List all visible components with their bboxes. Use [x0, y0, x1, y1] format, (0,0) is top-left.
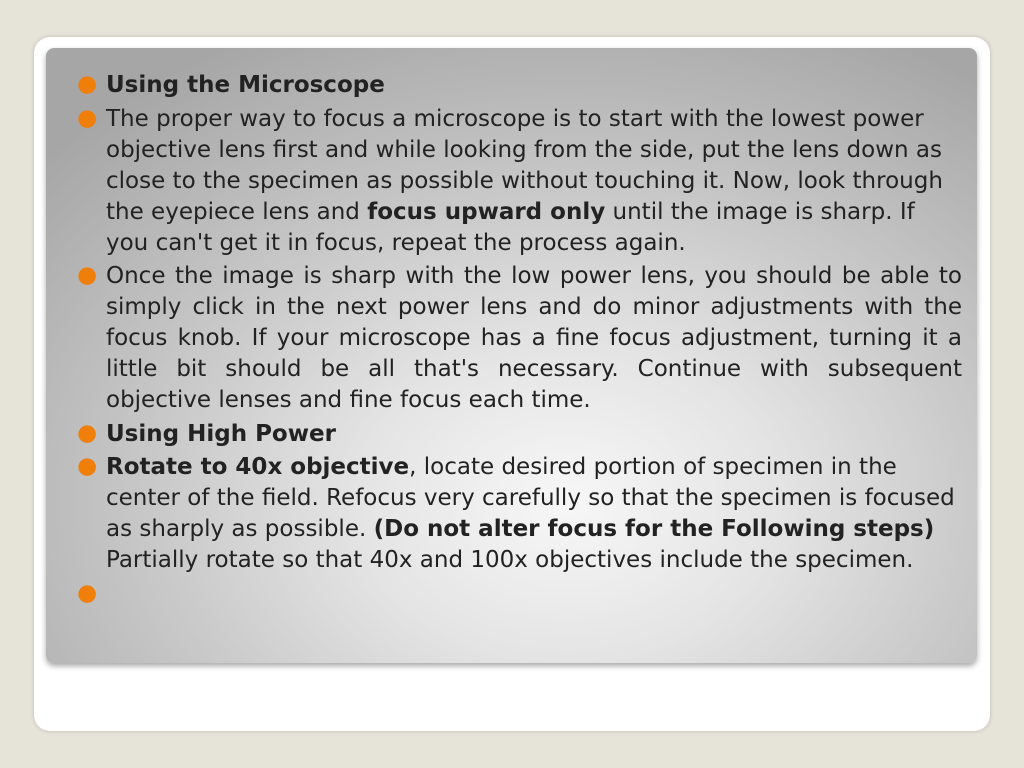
text-segment: , locate desired portion of specimen in the center of the field. Refocus very carefully so that the specimen is focused as sharply as possible. [106, 454, 955, 542]
bullet-dot-icon: ● [77, 71, 98, 97]
text-segment: Once the image is sharp with the low power lens, you should be able to simply click in the next power lens and do minor adjustments with the focus knob. If your microscope has a fine focus adjustment, turning it a little bit should be all that's necessary. Continue with subsequent objective lenses and fine focus each time. [106, 263, 962, 413]
bullet-item [77, 104, 962, 259]
bold-text-segment: Using High Power [106, 420, 336, 447]
bullet-text [106, 421, 336, 447]
bullet-item [77, 261, 962, 416]
bold-text-segment: (Do not alter focus for the Following steps) [373, 516, 935, 542]
content-panel [46, 48, 977, 663]
bullet-text [106, 581, 113, 607]
bold-text-segment: Rotate to 40x objective [106, 454, 410, 480]
bullet-item [77, 579, 962, 610]
bullet-item [77, 70, 962, 101]
bullet-dot-icon: ● [77, 104, 98, 131]
bullet-text [106, 72, 385, 98]
bold-text-segment: focus upward only [367, 198, 606, 225]
bullet-dot-icon: ● [77, 262, 98, 288]
bullet-text [106, 263, 962, 413]
bullet-item [77, 419, 962, 450]
bullet-item [77, 452, 962, 576]
bullet-text [106, 106, 943, 256]
bullet-list [77, 70, 962, 612]
bold-text-segment: Using the Microscope [106, 72, 385, 98]
text-segment: Partially rotate so that 40x and 100x objectives include the specimen. [106, 547, 914, 573]
bullet-dot-icon: ● [77, 453, 98, 479]
text-segment: until the image is sharp. If you can't get it in focus, repeat the process again. [106, 198, 915, 256]
text-segment: The proper way to focus a microscope is to start with the lowest power objective lens first and while looking from the side, put the lens down as close to the specimen as possible without touching it. Now, look through the eyepiece lens and [106, 105, 943, 225]
bullet-dot-icon: ● [77, 419, 98, 446]
bullet-dot-icon: ● [77, 579, 98, 606]
bullet-text [106, 454, 955, 573]
